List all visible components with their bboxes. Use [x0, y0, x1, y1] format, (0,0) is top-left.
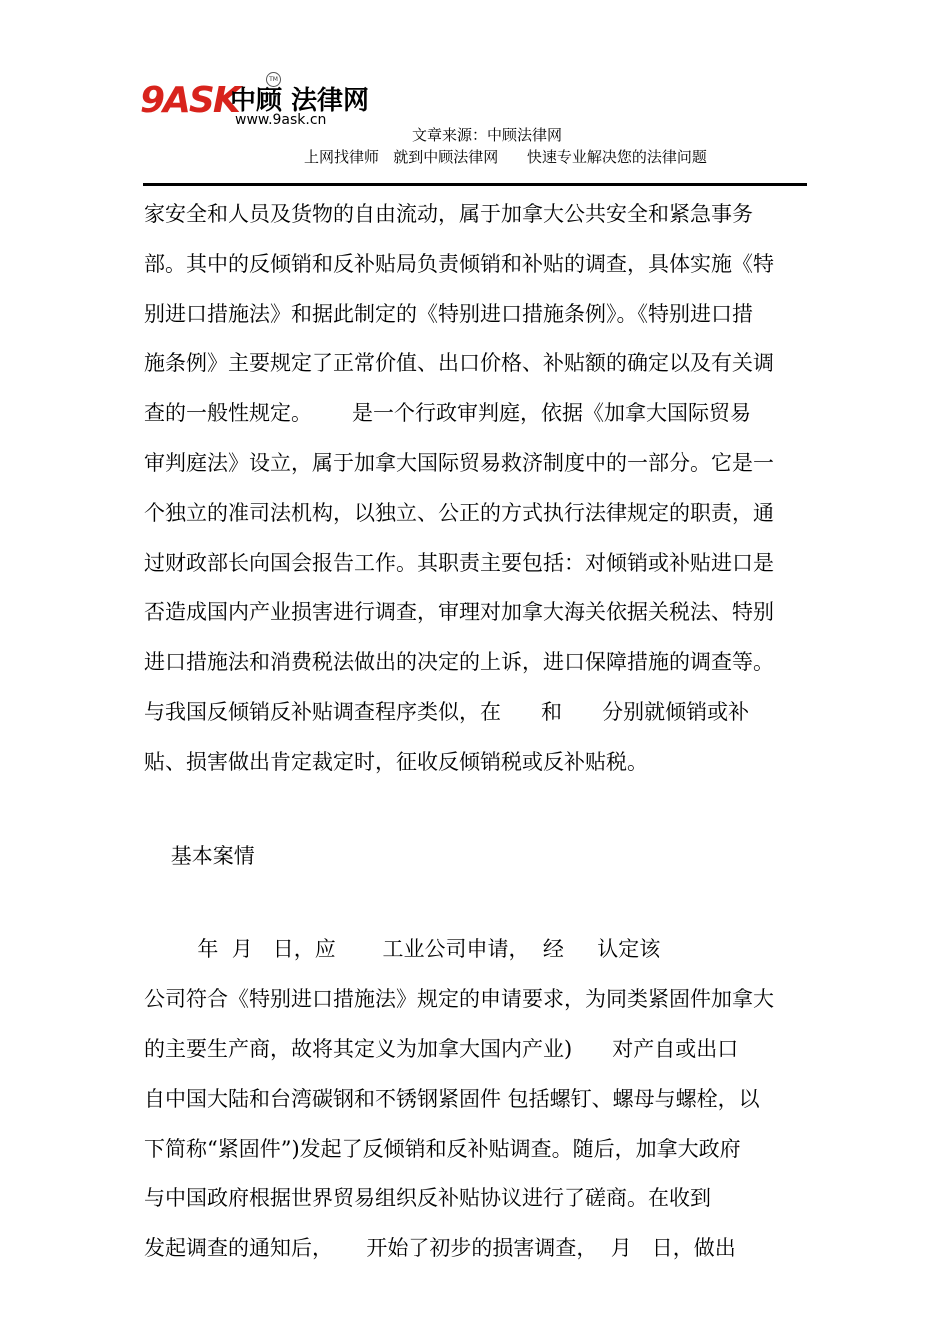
body-line: 贴、损害做出肯定裁定时，征收反倾销税或反补贴税。 — [144, 749, 648, 774]
body-line: 查的一般性规定。 是一个行政审判庭，依据《加拿大国际贸易 — [144, 401, 752, 426]
page-header — [0, 0, 950, 190]
body-line: 个独立的准司法机构，以独立、公正的方式执行法律规定的职责，通 — [144, 500, 774, 525]
body-line: 过财政部长向国会报告工作。其职责主要包括：对倾销或补贴进口是 — [144, 550, 774, 575]
body-line: 否造成国内产业损害进行调查，审理对加拿大海关依据关税法、特别 — [144, 600, 774, 625]
logo-url: www.9ask.cn — [235, 112, 327, 128]
body-line: 下简称“紧固件”)发起了反倾销和反补贴调查。随后，加拿大政府 — [144, 1136, 741, 1161]
header-divider — [143, 183, 807, 186]
body-line: 与中国政府根据世界贸易组织反补贴协议进行了磋商。在收到 — [144, 1186, 711, 1211]
body-line: 别进口措施法》和据此制定的《特别进口措施条例》。《特别进口措 — [144, 301, 753, 326]
trademark-icon: TM — [266, 72, 281, 87]
article-source: 文章来源：中顾法律网 — [412, 126, 563, 144]
body-line: 与我国反倾销反补贴调查程序类似，在 和 分别就倾销或补 — [144, 699, 750, 724]
body-line: 进口措施法和消费税法做出的决定的上诉，进口保障措施的调查等。 — [144, 650, 774, 675]
body-line: 的主要生产商，故将其定义为加拿大国内产业) 对产自或出口 — [144, 1036, 739, 1061]
body-line: 审判庭法》设立，属于加拿大国际贸易救济制度中的一部分。它是一 — [144, 450, 774, 475]
paragraph-gap — [144, 788, 808, 832]
body-line: 公司符合《特别进口措施法》规定的申请要求，为同类紧固件加拿大 — [144, 987, 774, 1012]
body-line: 自中国大陆和台湾碳钢和不锈钢紧固件 包括螺钉、螺母与螺栓，以 — [144, 1086, 760, 1111]
section-heading: 基本案情 — [144, 843, 255, 868]
body-line: 施条例》主要规定了正常价值、出口价格、补贴额的确定以及有关调 — [144, 351, 774, 376]
site-tagline: 上网找律师 就到中顾法律网 快速专业解决您的法律问题 — [304, 148, 707, 166]
body-line: 部。其中的反倾销和反补贴局负责倾销和补贴的调查，具体实施《特 — [144, 251, 774, 276]
logo-mark: 9ASK — [140, 80, 239, 121]
document-body — [144, 190, 808, 1274]
site-logo[interactable] — [140, 72, 370, 132]
logo-site-name: 中顾 法律网 — [230, 86, 370, 116]
paragraph-gap — [144, 881, 808, 925]
body-line: 家安全和人员及货物的自由流动，属于加拿大公共安全和紧急事务 — [144, 202, 753, 226]
body-line: 发起调查的通知后， 开始了初步的损害调查， 月 日，做出 — [144, 1236, 736, 1261]
body-line: 年 月 日，应 工业公司申请， 经 认定该 — [144, 937, 661, 962]
